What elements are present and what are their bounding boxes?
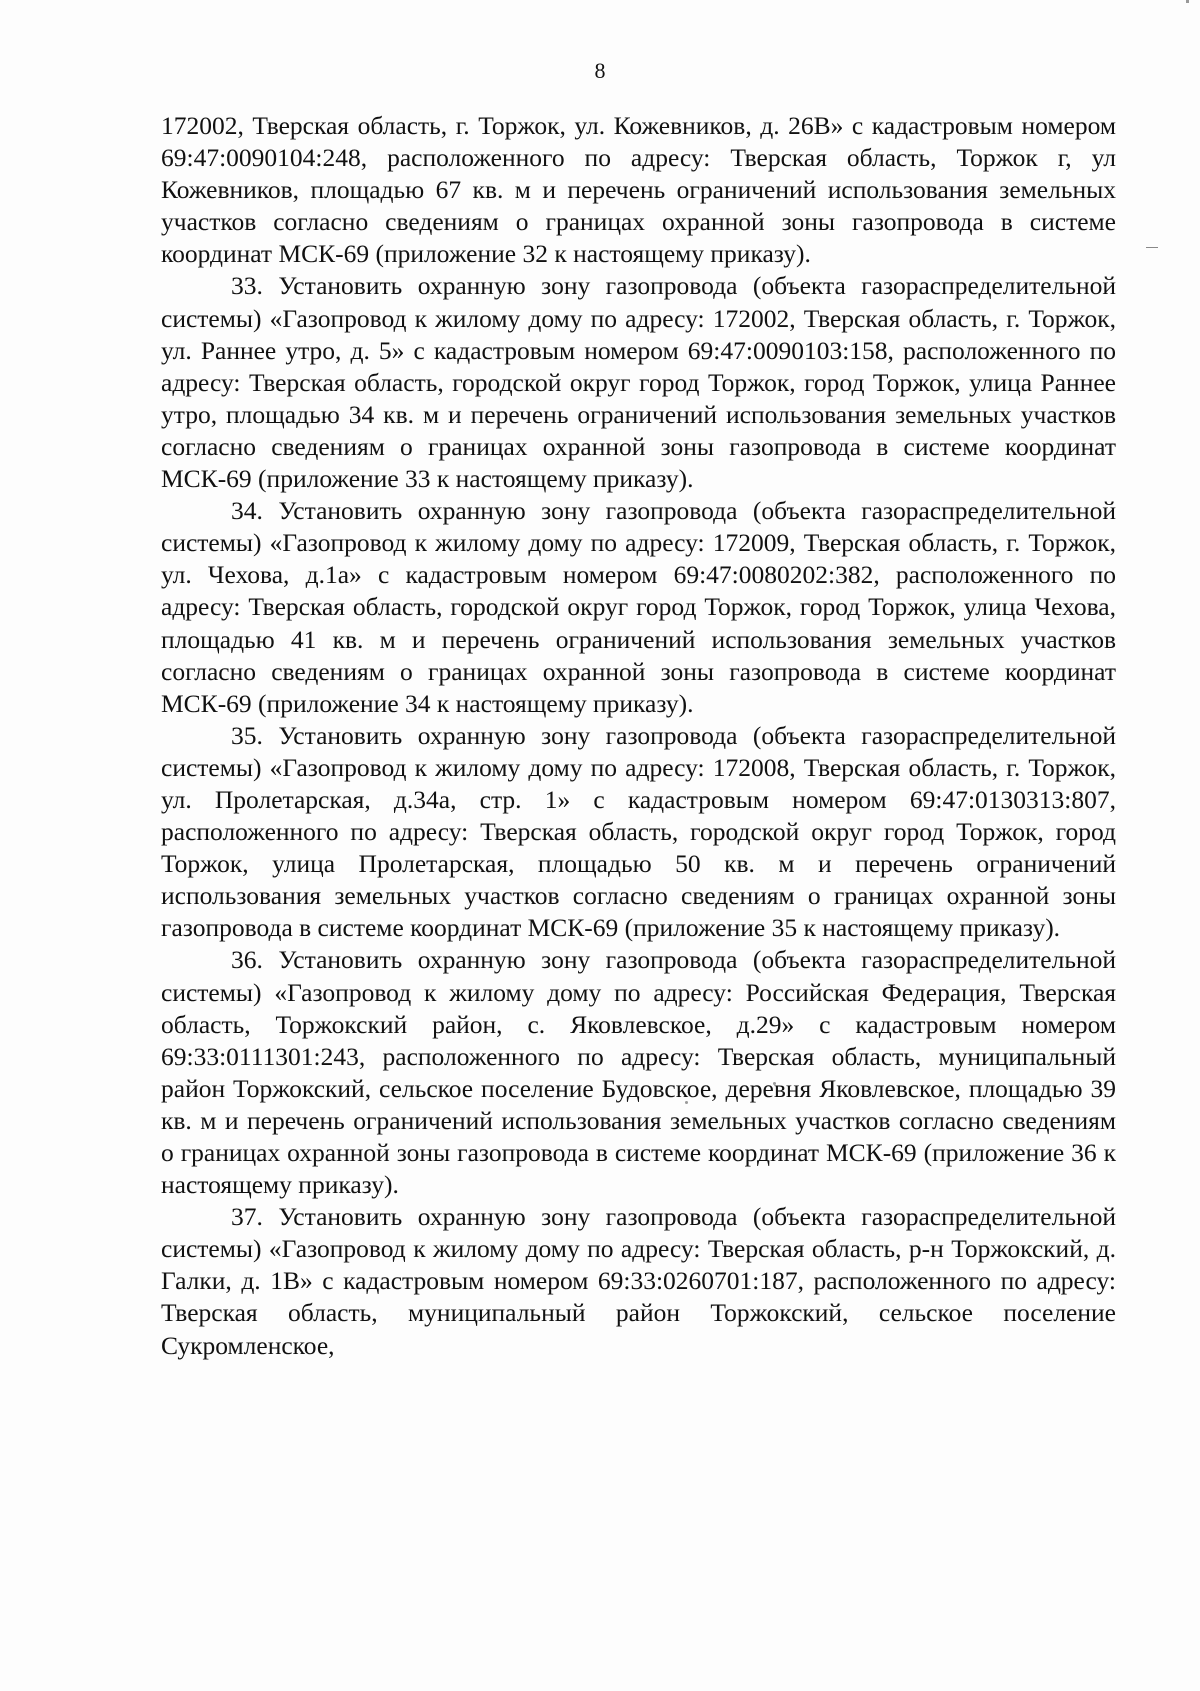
paragraph-item-33: 33. Установить охранную зону газопровода (объекта газораспределительной системы) «Газопровод к жилому дому по адресу: 172002, Тверская область, г. Торжок, ул. Раннее утро, д. 5» с кадастровым номером 69:47:0090103:158, расположенного по адресу: Тверская область, городской округ город Торжок, город Торжок, улица Раннее утро, площадью 34 кв. м и перечень ограничений использования земельных участков согласно сведениям о границах охранной зоны газопровода в системе координат МСК-69 (приложение 33 к настоящему приказу). <box>161 271 1116 494</box>
paragraph-item-35: 35. Установить охранную зону газопровода (объекта газораспределительной системы) «Газопровод к жилому дому по адресу: 172008, Тверская область, г. Торжок, ул. Пролетарская, д.34а, стр. 1» с кадастровым номером 69:47:0130313:807, расположенного по адресу: Тверская область, городской округ город Торжок, город Торжок, улица Пролетарская, площадью 50 кв. м и перечень ограничений использования земельных участков согласно сведениям о границах охранной зоны газопровода в системе координат МСК-69 (приложение 35 к настоящему приказу). <box>161 720 1116 943</box>
paragraph-item-37: 37. Установить охранную зону газопровода (объекта газораспределительной системы) «Газопровод к жилому дому по адресу: Тверская область, р-н Торжокский, д. Галки, д. 1В» с кадастровым номером 69:33:0260701:187, расположенного по адресу: Тверская область, муниципальный район Торжокский, сельское поселение Сукромленское, <box>161 1202 1116 1360</box>
paragraph-item-36: 36. Установить охранную зону газопровода (объекта газораспределительной системы) «Газопровод к жилому дому по адресу: Российская Федерация, Тверская область, Торжокский район, с. Яковлевское, д.29» с кадастровым номером 69:33:0111301:243, расположенного по адресу: Тверская область, муниципальный район Торжокский, сельское поселение Будовское, деревня Яковлевское, площадью 39 кв. м и перечень ограничений использования земельных участков согласно сведениям о границах охранной зоны газопровода в системе координат МСК-69 (приложение 36 к настоящему приказу). <box>161 945 1116 1200</box>
paragraph-item-34: 34. Установить охранную зону газопровода (объекта газораспределительной системы) «Газопровод к жилому дому по адресу: 172009, Тверская область, г. Торжок, ул. Чехова, д.1а» с кадастровым номером 69:47:0080202:382, расположенного по адресу: Тверская область, городской округ город Торжок, город Торжок, улица Чехова, площадью 41 кв. м и перечень ограничений использования земельных участков согласно сведениям о границах охранной зоны газопровода в системе координат МСК-69 (приложение 34 к настоящему приказу). <box>161 496 1116 718</box>
document-body <box>161 110 1116 1362</box>
paragraph-continuation: 172002, Тверская область, г. Торжок, ул. Кожевников, д. 26В» с кадастровым номером 69:47:0090104:248, расположенного по адресу: Тверская область, Торжок г, ул Кожевников, площадью 67 кв. м и перечень ограничений использования земельных участков согласно сведениям о границах охранной зоны газопровода в системе координат МСК-69 (приложение 32 к настоящему приказу). <box>161 111 1116 269</box>
margin-mark <box>1146 247 1158 248</box>
page-number: 8 <box>594 58 606 83</box>
scan-artifact <box>1186 0 1189 3</box>
